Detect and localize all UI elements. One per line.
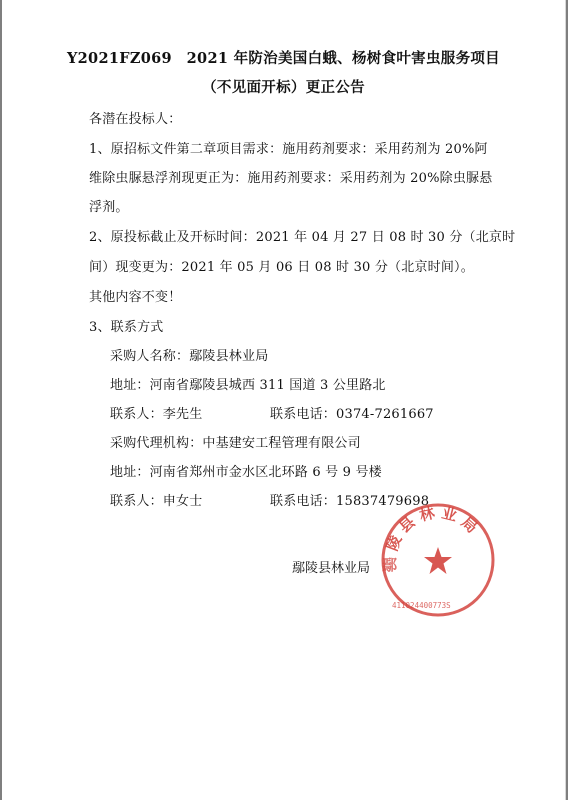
seal-star-icon <box>424 547 452 574</box>
seal-ring-text: 陵 县 林 业 局 <box>383 503 481 554</box>
agent-contact: 联系人：申女士 <box>110 494 203 509</box>
seal-graphic <box>378 500 498 620</box>
unchanged-note: 其他内容不变！ <box>89 290 182 305</box>
notice-title-line2: （不见面开标）更正公告 <box>202 79 365 96</box>
seal-number: 411024400773S <box>392 601 451 610</box>
document-page <box>2 0 566 800</box>
contact-heading: 3、联系方式 <box>89 320 164 335</box>
item1-line3: 浮剂。 <box>89 200 129 215</box>
agent-address: 地址：河南省郑州市金水区北环路 6 号 9 号楼 <box>110 465 382 480</box>
item1-line2: 维除虫脲悬浮剂现更正为：施用药剂要求：采用药剂为 20%除虫脲悬 <box>89 171 493 186</box>
seal-left-glyph: 鄢 <box>382 556 398 574</box>
item2-line1: 2、原投标截止及开标时间：2021 年 04 月 27 日 08 时 30 分（北京时 <box>89 230 516 245</box>
item2-line2: 间）现变更为：2021 年 05 月 06 日 08 时 30 分（北京时间）。 <box>89 260 474 275</box>
purchaser-name: 采购人名称：鄢陵县林业局 <box>110 349 269 364</box>
official-seal <box>378 500 498 620</box>
notice-title-line1: Y2021FZ069 2021 年防治美国白蛾、杨树食叶害虫服务项目 <box>67 50 500 67</box>
signature-org: 鄢陵县林业局 <box>292 561 371 576</box>
purchaser-contact: 联系人：李先生 <box>110 407 203 422</box>
agent-name: 采购代理机构：中基建安工程管理有限公司 <box>110 436 361 451</box>
agent-phone: 联系电话：15837479698 <box>270 494 430 509</box>
purchaser-phone: 联系电话：0374-7261667 <box>270 407 434 422</box>
greeting: 各潜在投标人： <box>89 112 182 127</box>
item1-line1: 1、原招标文件第二章项目需求：施用药剂要求：采用药剂为 20%阿 <box>89 142 488 157</box>
purchaser-address: 地址：河南省鄢陵县城西 311 国道 3 公里路北 <box>110 378 386 393</box>
